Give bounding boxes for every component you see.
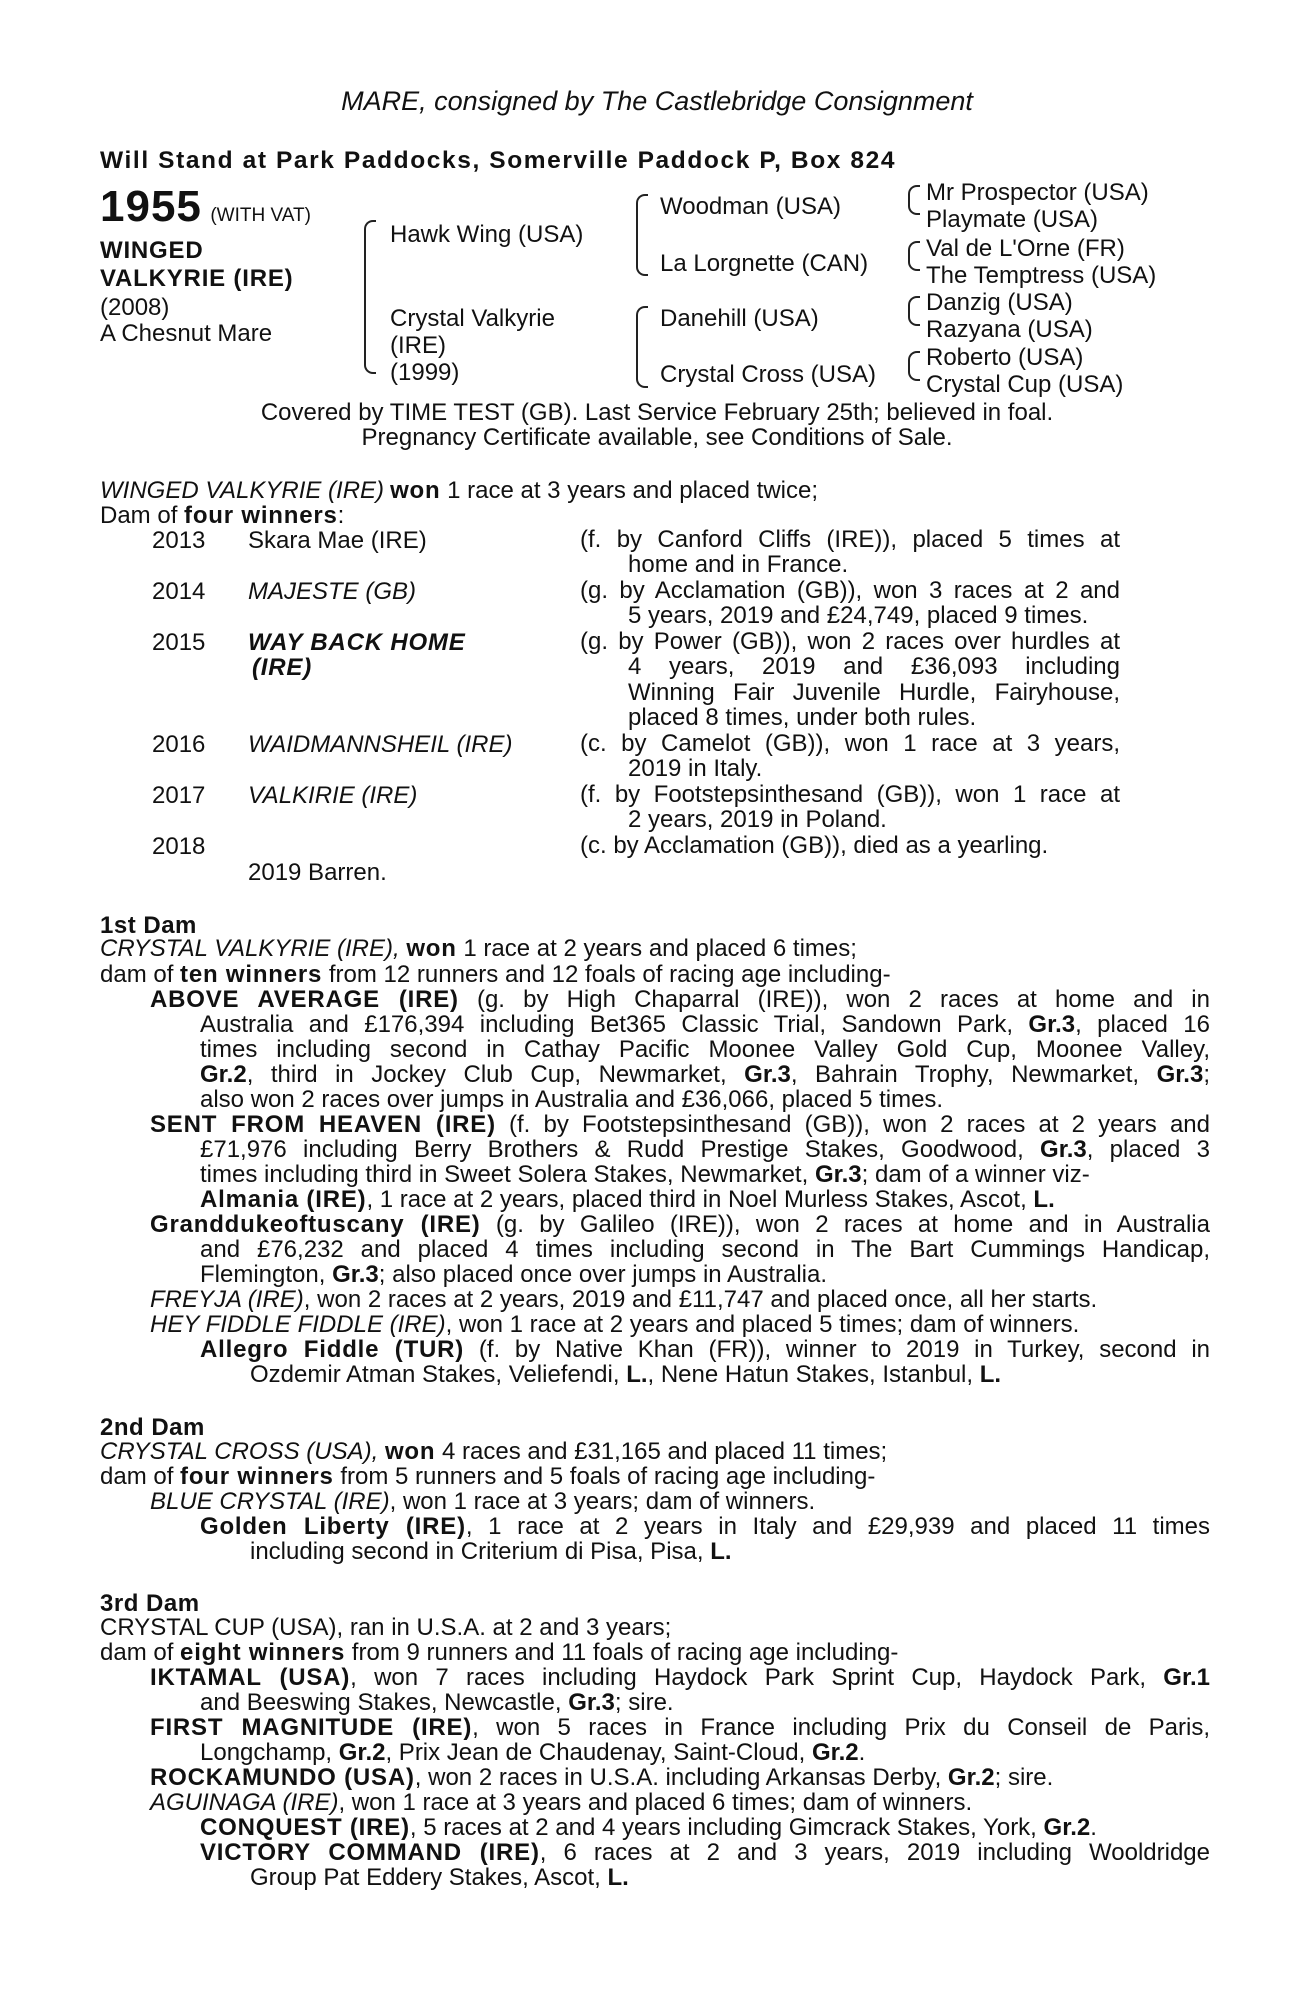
pedigree-sire-sire: Woodman (USA): [660, 193, 841, 220]
foaling-year: (2008): [100, 294, 170, 321]
pedigree-dam-2: (IRE): [390, 332, 446, 359]
barren-note: 2019 Barren.: [248, 859, 387, 886]
second-dam-heading: 2nd Dam: [100, 1414, 205, 1441]
runner-aguinaga: AGUINAGA (IRE), won 1 race at 3 years and placed 6 times; dam of winners.: [150, 1789, 973, 1816]
first-dam-record: CRYSTAL VALKYRIE (IRE), won 1 race at 2 years and placed 6 times;: [100, 935, 857, 962]
lot-number: 1955: [100, 182, 202, 231]
pedigree-dsd: Razyana (USA): [926, 316, 1093, 343]
runner-freyja: FREYJA (IRE), won 2 races at 2 years, 2019 and £11,747 and placed once, all her starts.: [150, 1286, 1098, 1313]
runner-conquest: CONQUEST (IRE), 5 races at 2 and 4 years including Gimcrack Stakes, York, Gr.2.: [200, 1814, 1097, 1841]
pedigree-dss: Danzig (USA): [926, 289, 1073, 316]
horse-description: A Chesnut Mare: [100, 320, 273, 347]
dam-of-winners: Dam of four winners:: [100, 502, 345, 529]
pedigree-sire: Hawk Wing (USA): [390, 221, 584, 248]
mare-record: WINGED VALKYRIE (IRE) won 1 race at 3 years and placed twice;: [100, 477, 818, 504]
third-dam-record: CRYSTAL CUP (USA), ran in U.S.A. at 2 and 3 years;: [100, 1614, 672, 1641]
pedigree-dam-3: (1999): [390, 359, 460, 386]
pedigree-sss: Mr Prospector (USA): [926, 179, 1149, 206]
pedigree-sire-dam: La Lorgnette (CAN): [660, 250, 869, 277]
pedigree-dam-dam: Crystal Cross (USA): [660, 361, 877, 388]
lot-block: [100, 182, 311, 232]
stand-line: Will Stand at Park Paddocks, Somerville Paddock P, Box 824: [100, 147, 897, 174]
third-dam-produce: dam of eight winners from 9 runners and 11 foals of racing age including-: [100, 1639, 899, 1666]
second-dam-record: CRYSTAL CROSS (USA), won 4 races and £31,165 and placed 11 times;: [100, 1438, 888, 1465]
runner-hey-fiddle-fiddle: HEY FIDDLE FIDDLE (IRE), won 1 race at 2 years and placed 5 times; dam of winners.: [150, 1311, 1080, 1338]
covering-note: Covered by TIME TEST (GB). Last Service February 25th; believed in foal.: [260, 399, 1054, 426]
mare-won: won: [390, 477, 441, 504]
consignor-line: MARE, consigned by The Castlebridge Consignment: [341, 86, 973, 116]
horse-name-1: WINGED: [100, 237, 204, 264]
pedigree-ddd: Crystal Cup (USA): [926, 371, 1124, 398]
runner-rockamundo: ROCKAMUNDO (USA), won 2 races in U.S.A. including Arkansas Derby, Gr.2; sire.: [150, 1764, 1054, 1791]
horse-name-2: VALKYRIE (IRE): [100, 265, 294, 292]
first-dam-produce: dam of ten winners from 12 runners and 12 foals of racing age including-: [100, 961, 891, 988]
second-dam-produce: dam of four winners from 5 runners and 5 foals of racing age including-: [100, 1463, 876, 1490]
runner-almania: Almania (IRE), 1 race at 2 years, placed third in Noel Murless Stakes, Ascot, L.: [200, 1186, 1055, 1213]
pedigree-sds: Val de L'Orne (FR): [926, 235, 1125, 262]
first-dam-heading: 1st Dam: [100, 912, 197, 939]
runner-blue-crystal: BLUE CRYSTAL (IRE), won 1 race at 3 years; dam of winners.: [150, 1488, 816, 1515]
pedigree-sdd: The Temptress (USA): [926, 262, 1157, 289]
pedigree-dam-sire: Danehill (USA): [660, 305, 819, 332]
vat-note: (WITH VAT): [210, 205, 311, 226]
pregnancy-note: Pregnancy Certificate available, see Conditions of Sale.: [361, 424, 953, 451]
pedigree-dds: Roberto (USA): [926, 344, 1084, 371]
pedigree-ssd: Playmate (USA): [926, 206, 1099, 233]
pedigree-dam-1: Crystal Valkyrie: [390, 305, 555, 332]
third-dam-heading: 3rd Dam: [100, 1590, 200, 1617]
